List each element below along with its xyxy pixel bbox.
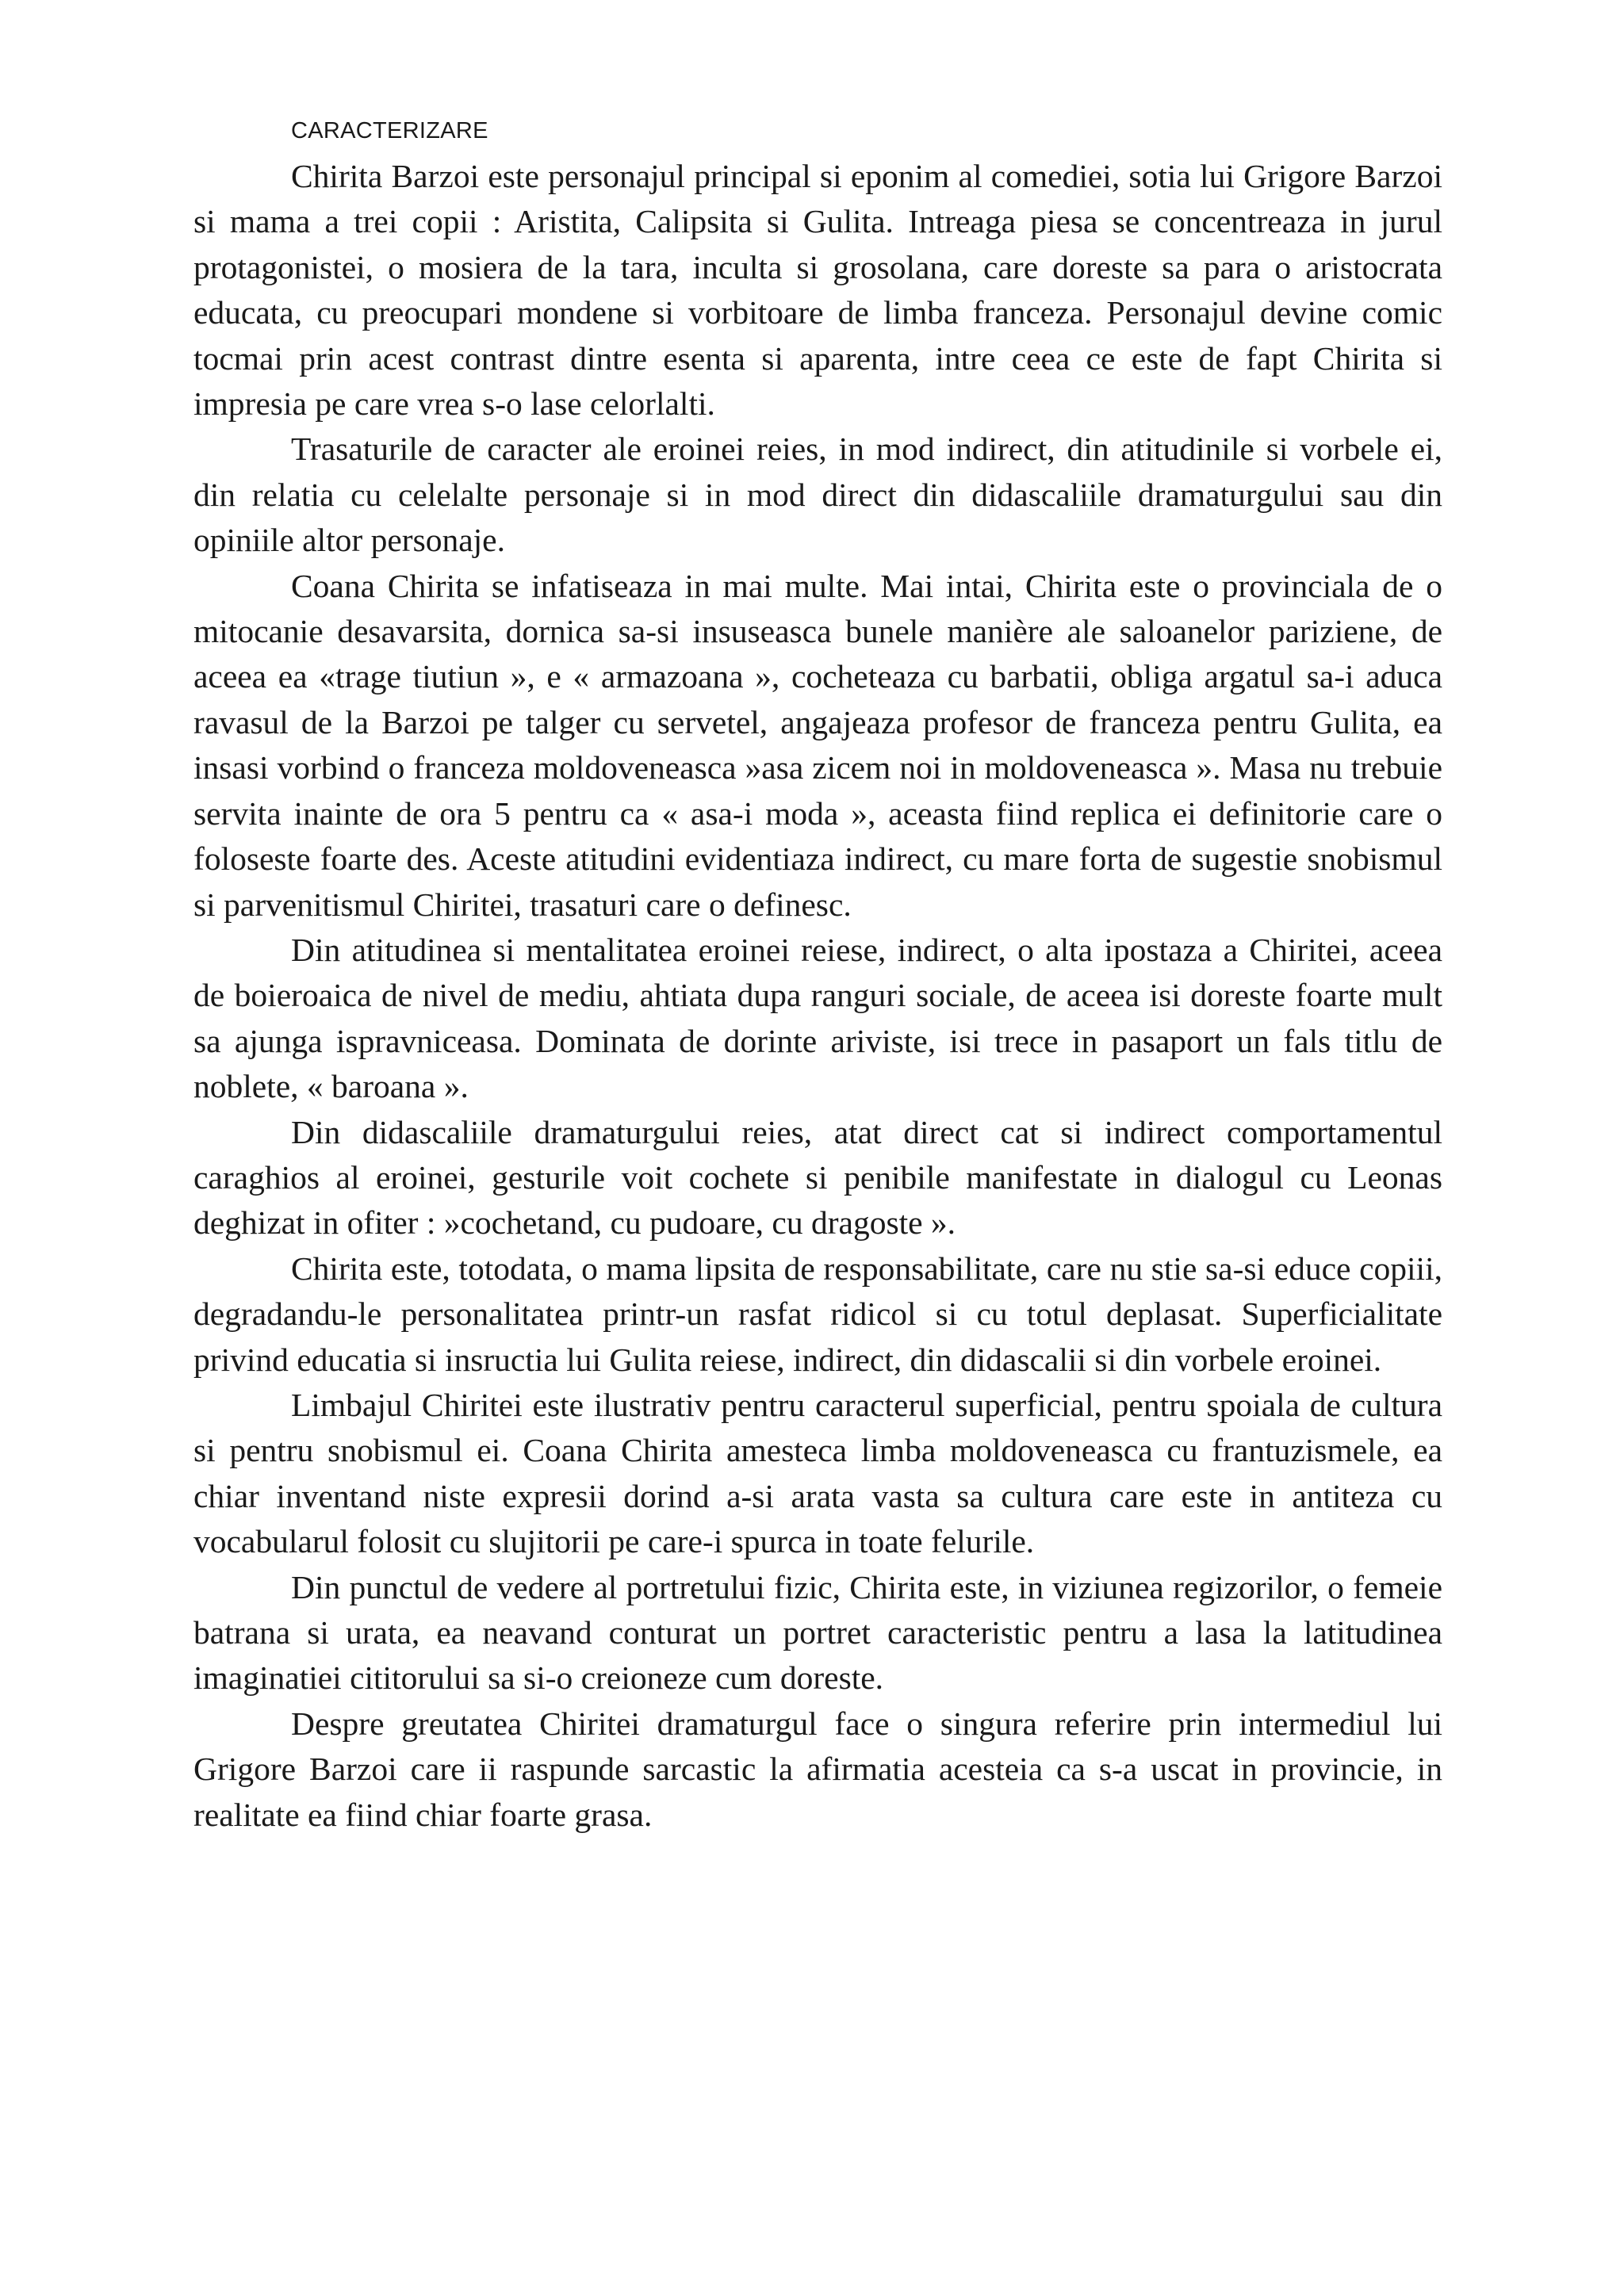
paragraph-4: Din atitudinea si mentalitatea eroinei reiese, indirect, o alta ipostaza a Chiritei, aceea de boieroaica de nivel de mediu, ahtiata dupa ranguri sociale, de aceea isi doreste foarte mult sa ajunga ispravniceasa. Dominata de dorinte ariviste, isi trece in pasaport un fals titlu de noblete, « baroana ». <box>193 931 1442 1105</box>
paragraph-6: Chirita este, totodata, o mama lipsita de responsabilitate, care nu stie sa-si educe copiii, degradandu-le personalitatea printr-un rasfat ridicol si cu totul deplasat. Superficialitate privind educatia si insructia lui Gulita reiese, indirect, din didascalii si din vorbele eroinei. <box>193 1249 1442 1378</box>
paragraph-2: Trasaturile de caracter ale eroinei reies, in mod indirect, din atitudinile si vorbele ei, din relatia cu celelalte personaje si in mod direct din didascaliile dramaturgului sau din opiniile altor personaje. <box>193 430 1442 559</box>
document-body <box>193 108 1442 1838</box>
paragraph-5: Din didascaliile dramaturgului reies, atat direct cat si indirect comportamentul caraghios al eroinei, gesturile voit cochete si penibile manifestate in dialogul cu Leonas deghizat in ofiter : »cochetand, cu pudoare, cu dragoste ». <box>193 1113 1442 1242</box>
paragraph-9: Despre greutatea Chiritei dramaturgul face o singura referire prin intermediul lui Grigore Barzoi care ii raspunde sarcastic la afirmatia acesteia ca s-a uscat in provincie, in realitate ea fiind chiar foarte grasa. <box>193 1705 1442 1833</box>
paragraph-1: Chirita Barzoi este personajul principal si eponim al comediei, sotia lui Grigore Barzoi si mama a trei copii : Aristita, Calipsita si Gulita. Intreaga piesa se concentreaza in jurul protagonistei, o mosiera de la tara, inculta si grosolana, care doreste sa para o aristocrata educata, cu preocupari mondene si vorbitoare de limba franceza. Personajul devine comic tocmai prin acest contrast dintre esenta si aparenta, intre ceea ce este de fapt Chirita si impresia pe care vrea s-o lase celorlalti. <box>193 158 1442 423</box>
paragraph-3: Coana Chirita se infatiseaza in mai multe. Mai intai, Chirita este o provinciala de o mitocanie desavarsita, dornica sa-si insuseasca bunele manière ale saloanelor pariziene, de aceea ea «trage tiutiun », e « armazoana », cocheteaza cu barbatii, obliga argatul sa-i aduca ravasul de la Barzoi pe talger cu servetel, angajeaza profesor de franceza pentru Gulita, ea insasi vorbind o franceza moldoveneasca »asa zicem noi in moldoveneasca ». Masa nu trebuie servita inainte de ora 5 pentru ca « asa-i moda », aceasta fiind replica ei definitorie care o foloseste foarte des. Aceste atitudini evidentiaza indirect, cu mare forta de sugestie snobismul si parvenitismul Chiritei, trasaturi care o definesc. <box>193 567 1442 923</box>
document-heading: CARACTERIZARE <box>291 118 488 144</box>
paragraph-8: Din punctul de vedere al portretului fizic, Chirita este, in viziunea regizorilor, o femeie batrana si urata, ea neavand conturat un portret caracteristic pentru a lasa la latitudinea imaginatiei cititorului sa si-o creioneze cum doreste. <box>193 1568 1442 1697</box>
paragraph-7: Limbajul Chiritei este ilustrativ pentru caracterul superficial, pentru spoiala de cultura si pentru snobismul ei. Coana Chirita amesteca limba moldoveneasca cu frantuzismele, ea chiar inventand niste expresii dorind a-si arata vasta sa cultura care este in antiteza cu vocabularul folosit cu slujitorii pe care-i spurca in toate felurile. <box>193 1386 1442 1560</box>
